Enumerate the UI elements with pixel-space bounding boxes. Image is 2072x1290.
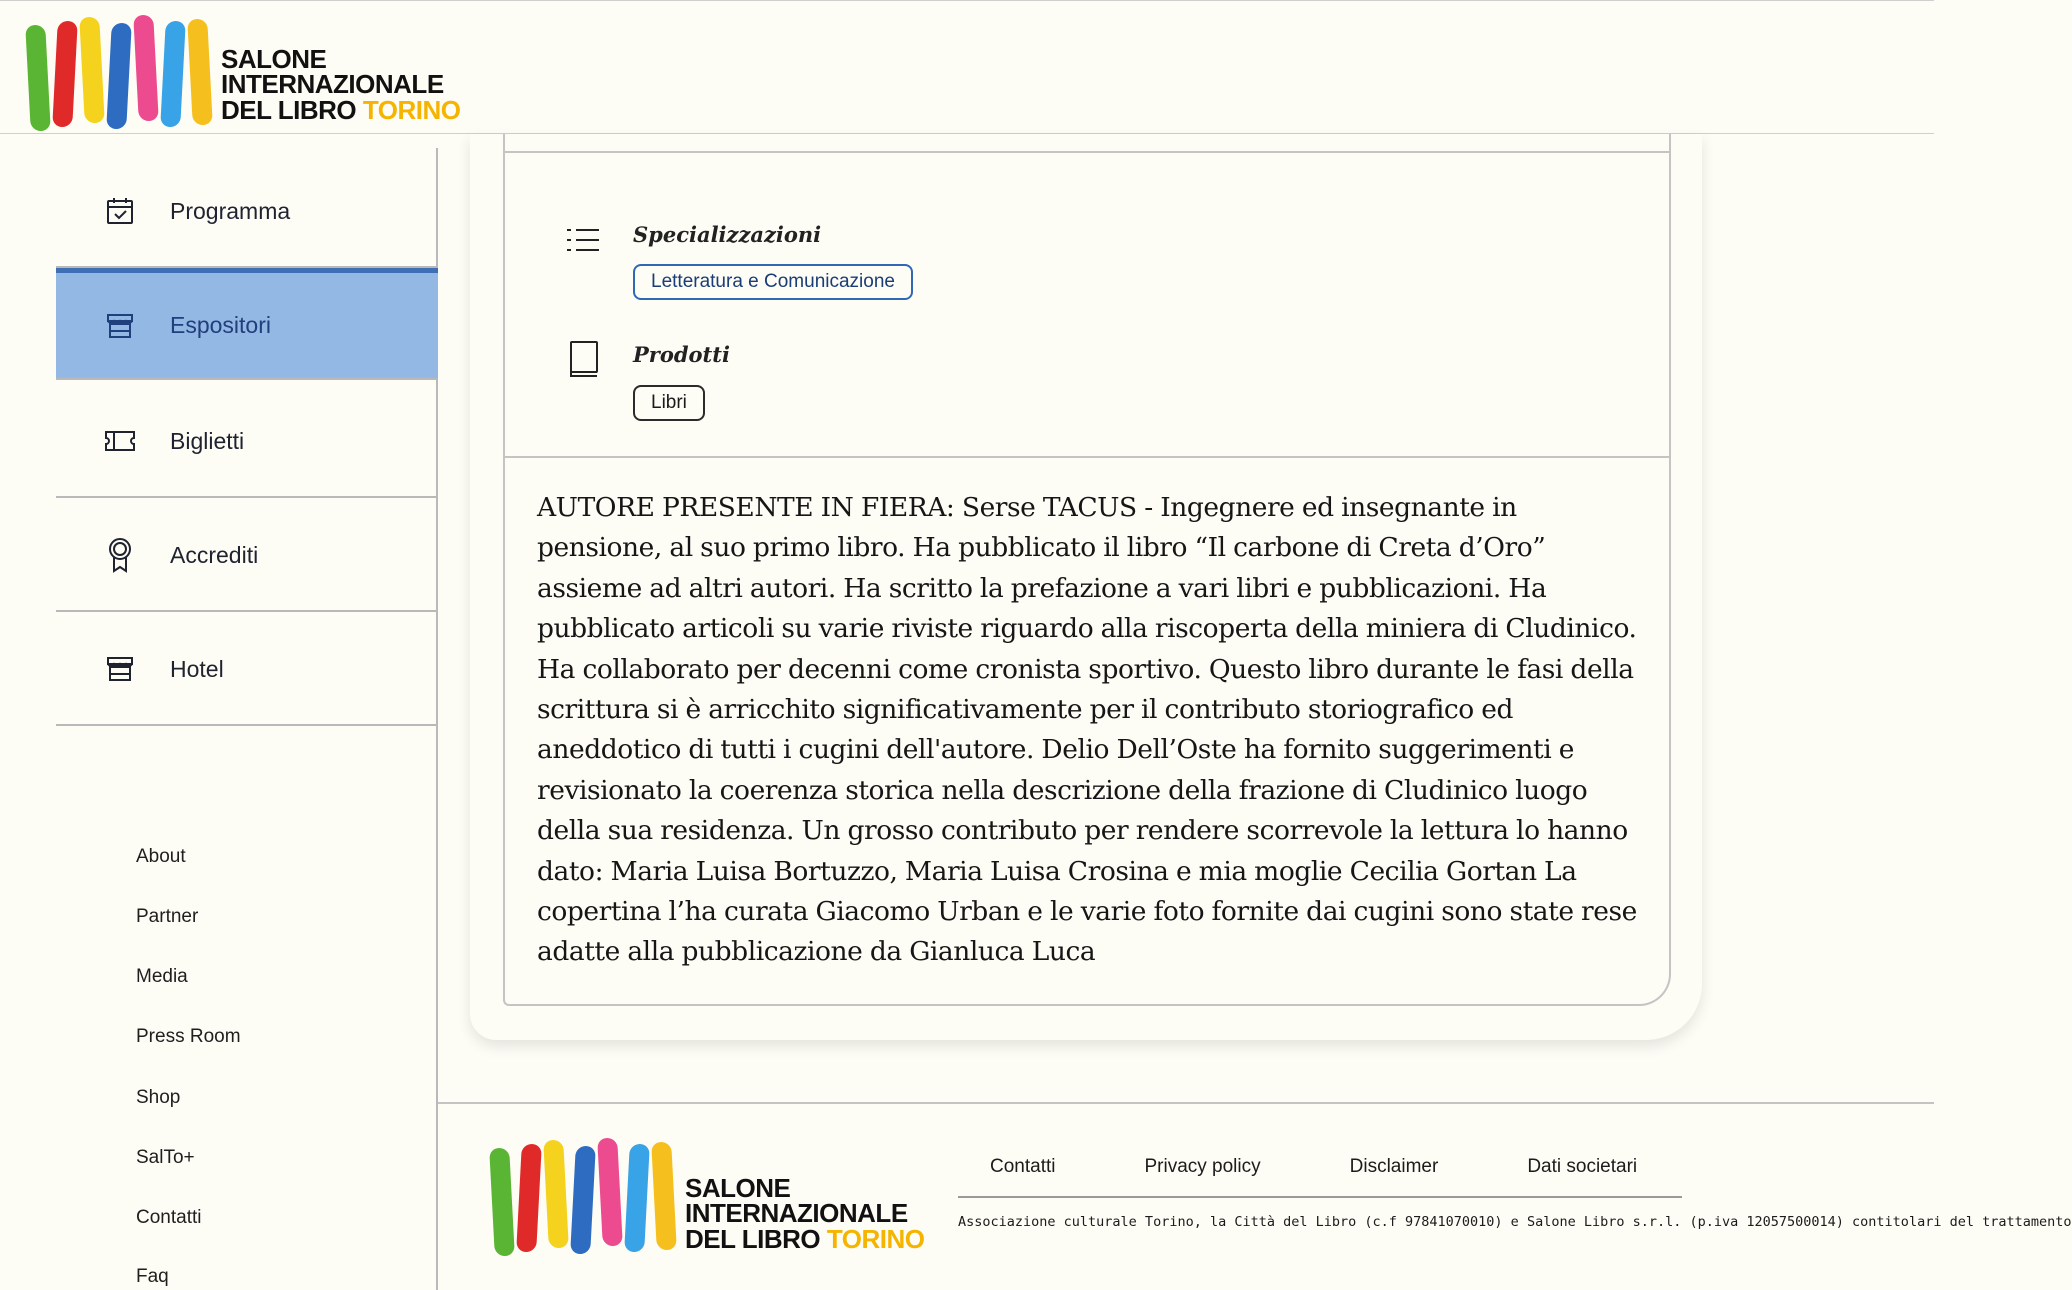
sidebar-link-media[interactable]: Media	[136, 966, 188, 987]
logo-bar	[489, 1148, 515, 1256]
sidebar-link-partner[interactable]: Partner	[136, 906, 199, 927]
footer-divider	[438, 1102, 1934, 1104]
logo-bar	[160, 21, 186, 127]
store-icon	[104, 310, 136, 342]
sidebar-item-hotel[interactable]	[56, 614, 438, 726]
exhibitor-details	[503, 134, 1671, 1006]
footer-logo[interactable]	[492, 1138, 925, 1256]
logo-bar	[187, 19, 213, 125]
logo-bar	[25, 25, 51, 131]
badge-icon	[104, 539, 136, 571]
logo-bar	[651, 1142, 677, 1250]
footer-links	[958, 1156, 1682, 1198]
footer-link-contatti[interactable]: Contatti	[990, 1156, 1056, 1177]
logo-bar	[624, 1144, 650, 1252]
footer-link-dati-societari[interactable]: Dati societari	[1527, 1156, 1638, 1177]
section-divider	[505, 151, 1669, 153]
logo-color-bars	[28, 15, 217, 131]
book-icon	[565, 340, 601, 376]
store-icon	[104, 653, 136, 685]
sidebar-item-label: Programma	[170, 197, 291, 224]
specializations-title: Specializzazioni	[633, 222, 822, 247]
logo-wordmark: SALONE INTERNAZIONALE DEL LIBRO TORINO	[685, 1172, 925, 1254]
site-logo[interactable]	[28, 15, 461, 131]
sidebar-link-faq[interactable]: Faq	[136, 1266, 169, 1287]
logo-bar	[516, 1144, 542, 1252]
logo-bar	[52, 21, 78, 127]
sidebar-item-label: Hotel	[170, 655, 224, 682]
sidebar-link-press-room[interactable]: Press Room	[136, 1026, 241, 1047]
sidebar-link-contatti[interactable]: Contatti	[136, 1207, 202, 1228]
logo-bar	[133, 15, 159, 121]
specialization-tag[interactable]: Letteratura e Comunicazione	[633, 264, 913, 300]
sidebar-link-about[interactable]: About	[136, 846, 186, 867]
logo-bar	[79, 17, 105, 123]
sidebar-link-salto[interactable]: SalTo+	[136, 1147, 195, 1168]
sidebar-item-label: Biglietti	[170, 427, 245, 454]
logo-wordmark: SALONE INTERNAZIONALE DEL LIBRO TORINO	[221, 43, 461, 125]
section-divider	[505, 456, 1669, 458]
site-header	[0, 0, 1934, 134]
calendar-check-icon	[104, 195, 136, 227]
sidebar-item-label: Accrediti	[170, 541, 259, 568]
sidebar-item-biglietti[interactable]	[56, 386, 438, 498]
list-icon	[565, 222, 601, 258]
sidebar-item-label: Espositori	[170, 312, 271, 338]
footer-link-privacy-policy[interactable]: Privacy policy	[1144, 1156, 1261, 1177]
legal-notice: Associazione culturale Torino, la Città del Libro (c.f 97841070010) e Salone Libro s.r.l. (p.iva 12057500014) contitolari del trattamento	[958, 1214, 2072, 1230]
sidebar-item-programma[interactable]	[56, 156, 438, 268]
sidebar-link-shop[interactable]: Shop	[136, 1087, 181, 1108]
logo-bar	[570, 1146, 596, 1254]
logo-bar	[106, 23, 132, 129]
logo-color-bars	[492, 1138, 681, 1256]
footer-link-disclaimer[interactable]: Disclaimer	[1349, 1156, 1439, 1177]
logo-bar	[543, 1140, 569, 1248]
ticket-icon	[104, 425, 136, 457]
exhibitor-description: AUTORE PRESENTE IN FIERA: Serse TACUS - Ingegnere ed insegnante in pensione, al suo primo libro. Ha pubblicato il libro “Il carbone di Creta d’Oro” assieme ad altri autori. Ha scritto la prefazione a vari libri e pubblicazioni. Ha pubblicato articoli su varie riviste riguardo alla riscoperta della miniera di Cludinico. Ha collaborato per decenni come cronista sportivo. Questo libro durante le fasi della scrittura si è arricchito significativamente per il contributo storiografico ed aneddotico di tutti i cugini dell'autore. Delio Dell’Oste ha fornito suggerimenti e revisionato la coerenza storica nella descrizione della frazione di Cludinico luogo della sua residenza. Un grosso contributo per rendere scorrevole la lettura lo hanno dato: Maria Luisa Bortuzzo, Maria Luisa Crosina e mia moglie Cecilia Gortan La copertina l’ha curata Giacomo Urban e le varie foto fornite dai cugini sono state rese adatte alla pubblicazione da Gianluca Luca	[537, 492, 1637, 968]
logo-bar	[597, 1138, 623, 1246]
sidebar-item-espositori[interactable]	[56, 268, 438, 380]
sidebar-item-accrediti[interactable]	[56, 500, 438, 612]
product-tag[interactable]: Libri	[633, 385, 705, 421]
products-title: Prodotti	[633, 342, 730, 367]
